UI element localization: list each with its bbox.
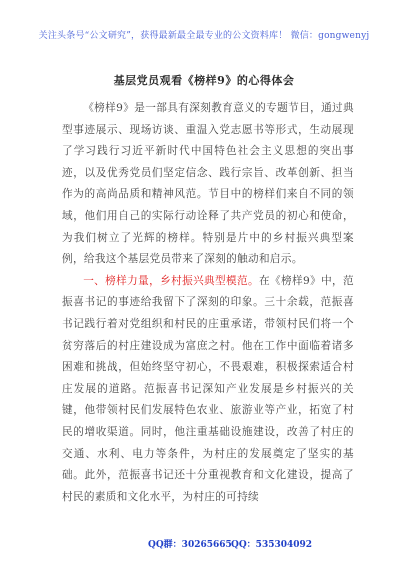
qq-group-number: QQ群：30265665 [148,540,232,550]
paragraph-section-1 [62,271,354,509]
document-body [62,98,354,508]
document-title: 基层党员观看《榜样9》的心得体会 [113,74,295,87]
qq-number: QQ：535304092 [231,540,313,550]
section-heading-highlight: 一、榜样力量，乡村振兴典型模范。 [83,274,259,287]
header-banner: 关注头条号“公文研究”，获得最新最全最专业的公文资料库！ 微信：gongwenyj [38,31,370,41]
paragraph-intro [62,98,354,271]
paragraph-section-1-text: 在《榜样9》中，范振喜书记的事迹给我留下了深刻的印象。三十余载，范振喜书记践行着对党组织和村民的庄重承诺，带领村民们将一个贫穷落后的村庄建设成为富庶之村。他在工作中面临着诸多困难和挑战，但始终坚守初心，不畏艰难，积极探索适合村庄发展的道路。范振喜书记深知产业发展是乡村振兴的关键，他带领村民们发展特色农业、旅游业等产业，拓宽了村民的增收渠道。同时，他注重基础设施建设，改善了村庄的交通、水利、电力等条件，为村庄的发展奠定了坚实的基础。此外，范振喜书记还十分重视教育和文化建设，提高了村民的素质和文化水平，为村庄的可持续 [62,274,354,503]
paragraph-intro-text: 《榜样9》是一部具有深刻教育意义的专题节目，通过典型事迹展示、现场访谈、重温入党志愿书等形式，生动展现了学习践行习近平新时代中国特色社会主义思想的突出事迹，以及优秀党员们坚定信念、践行宗旨、改革创新、担当作为的高尚品质和精神风范。节目中的榜样们来自不同的领域，他们用自己的实际行动诠释了共产党员的初心和使命，为我们树立了光辉的榜样。特别是片中的乡村振兴典型案例，给我这个基层党员带来了深刻的触动和启示。 [62,102,354,266]
